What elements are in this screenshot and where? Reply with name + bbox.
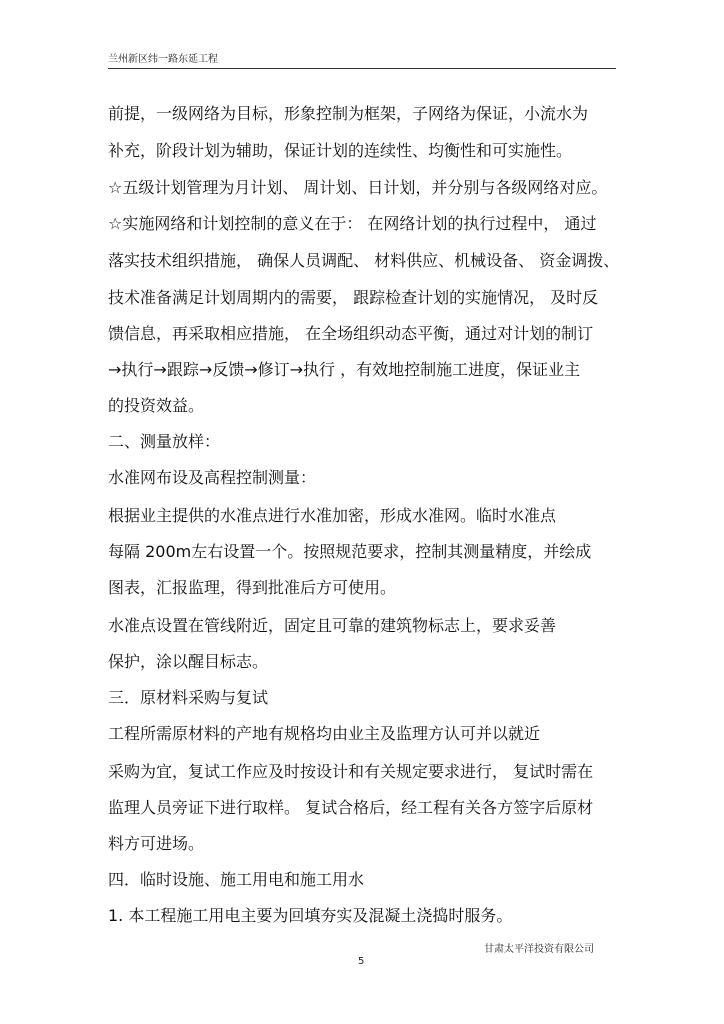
text-line: 的投资效益。 bbox=[108, 396, 205, 415]
page-number: 5 bbox=[358, 956, 365, 967]
section-heading: 二、测量放样： bbox=[108, 432, 221, 451]
text-line: 保护，涂以醒目标志。 bbox=[108, 652, 269, 671]
text-line: ☆实施网络和计划控制的意义在于： 在网络计划的执行过程中， 通过 bbox=[108, 214, 597, 233]
text-line: 每隔 200m左右设置一个。按照规范要求，控制其测量精度，并绘成 bbox=[108, 542, 592, 561]
text-line: 技术准备满足计划周期内的需要， 跟踪检查计划的实施情况， 及时反 bbox=[108, 288, 599, 307]
text-line: 前提，一级网络为目标，形象控制为框架，子网络为保证，小流水为 bbox=[108, 104, 589, 123]
text-line: 采购为宜，复试工作应及时按设计和有关规定要求进行， 复试时需在 bbox=[108, 762, 594, 781]
text-line: ☆五级计划管理为月计划、 周计划、日计划，并分别与各级网络对应。 bbox=[108, 178, 608, 197]
text-line: 图表，汇报监理，得到批准后方可使用。 bbox=[108, 578, 397, 597]
text-line: 1. 本工程施工用电主要为回填夯实及混凝土浇捣时服务。 bbox=[108, 906, 513, 925]
text-line: 落实技术组织措施， 确保人员调配、 材料供应、机械设备、 资金调拨、 bbox=[108, 251, 620, 270]
header-rule bbox=[108, 68, 616, 69]
running-header: 兰州新区纬一路东延工程 bbox=[108, 54, 218, 65]
section-heading: 四．临时设施、施工用电和施工用水 bbox=[108, 870, 365, 889]
text-line: 监理人员旁证下进行取样。 复试合格后，经工程有关各方签字后原材 bbox=[108, 798, 594, 817]
text-line: 补充，阶段计划为辅助，保证计划的连续性、均衡性和可实施性。 bbox=[108, 141, 573, 160]
text-line: 水准网布设及高程控制测量： bbox=[108, 468, 317, 487]
text-line: →执行→跟踪→反馈→修订→执行 ，有效地控制施工进度，保证业主 bbox=[108, 360, 581, 379]
text-line: 馈信息，再采取相应措施， 在全场组织动态平衡，通过对计划的制订 bbox=[108, 324, 594, 343]
text-line: 水准点设置在管线附近，固定且可靠的建筑物标志上，要求妥善 bbox=[108, 616, 557, 635]
section-heading: 三．原材料采购与复试 bbox=[108, 688, 269, 707]
footer-company: 甘肃太平洋投资有限公司 bbox=[484, 944, 594, 955]
text-line: 工程所需原材料的产地有规格均由业主及监理方认可并以就近 bbox=[108, 724, 541, 743]
text-line: 根据业主提供的水准点进行水准加密，形成水准网。临时水准点 bbox=[108, 506, 557, 525]
text-line: 料方可进场。 bbox=[108, 834, 205, 853]
